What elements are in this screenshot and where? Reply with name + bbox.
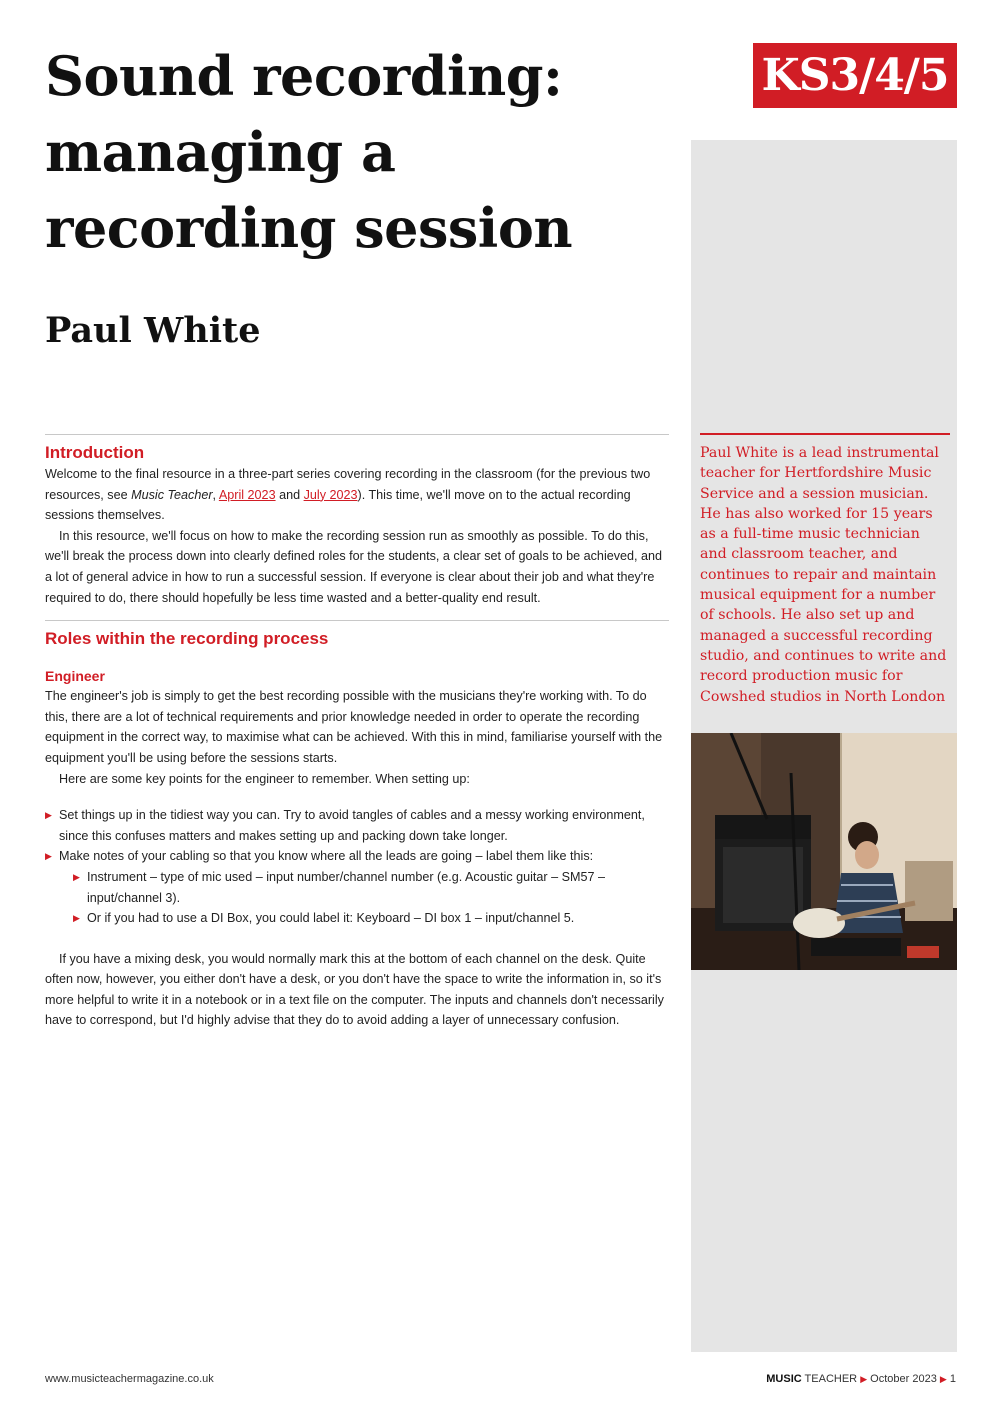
roles-section: [45, 620, 669, 1031]
footer-info: [766, 1373, 956, 1385]
author-bio: Paul White is a lead instrumental teacher for Hertfordshire Music Service and a session musician. He has also worked for 15 years as a full-time music technician and classroom teacher, and continues to repair and maintain musical equipment for a number of schools. He also set up and managed a successful recording studio, and continues to write and record production music for Cowshed studios in North London: [700, 433, 950, 707]
title-line: managing a: [45, 120, 396, 184]
roles-heading: Roles within the recording process: [45, 629, 329, 649]
issue-date: October 2023: [870, 1373, 937, 1385]
title-line: Sound recording:: [45, 44, 563, 108]
page-title: [45, 38, 665, 266]
author-name: Paul White: [45, 310, 261, 351]
title-line: recording session: [45, 196, 573, 260]
text-run: Welcome to the final resource in a three-part series covering recording in the classroom (for the previous two resources, see: [45, 467, 651, 502]
engineer-bullet-list: [45, 805, 669, 929]
list-item: ▶ Or if you had to use a DI Box, you could label it: Keyboard – DI box 1 – input/channel 5.: [73, 908, 669, 929]
july-2023-link[interactable]: July 2023: [303, 487, 358, 502]
list-item: [45, 846, 669, 928]
engineer-paragraph-2: Here are some key points for the engineer to remember. When setting up:: [59, 771, 470, 786]
list-item: ▶ Set things up in the tidiest way you can. Try to avoid tangles of cables and a messy working environment, since this confuses matters and makes setting up and packing down take longer.: [45, 805, 669, 846]
nested-bullet-list: [59, 867, 669, 929]
text-run: Make notes of your cabling so that you know where all the leads are going – label them like this:: [59, 849, 594, 864]
key-stage-badge: KS3/4/5: [753, 43, 957, 108]
intro-paragraph-1: [45, 464, 669, 526]
engineer-heading: Engineer: [45, 668, 105, 685]
intro-paragraph-2: In this resource, we'll focus on how to make the recording session run as smoothly as possible. To do this, we'll break the process down into clearly defined roles for the students, a clear set of goals to be achieved, and a lot of general advice in how to run a successful session. If everyone is clear about their job and what they're required to do, there should hopefully be less time wasted and a better-quality end result.: [45, 528, 663, 605]
magazine-name-bold: MUSIC: [766, 1373, 802, 1385]
list-item: ▶ Instrument – type of mic used – input number/channel number (e.g. Acoustic guitar – SM57 – input/channel 3).: [73, 867, 669, 908]
musician-recording-illustration: [691, 733, 957, 970]
article-body: [45, 434, 669, 1031]
text-run: ). This time, we'll move on to the actual recording sessions themselves.: [45, 487, 631, 523]
introduction-heading: Introduction: [45, 443, 145, 462]
page-number: 1: [949, 1373, 956, 1385]
studio-photo: [691, 733, 957, 970]
text-run: ,: [212, 487, 219, 502]
arrow-right-icon: ▶: [860, 1374, 868, 1384]
engineer-paragraph-1: The engineer's job is simply to get the best recording possible with the musicians they're working with. To do this, there are a lot of technical requirements and prior knowledge needed in order to operate the recording equipment in the correct way, to maximise what can be achieved. With this in mind, familiarise yourself with the equipment you'll be using before the sessions starts.: [45, 689, 663, 765]
footer-url[interactable]: www.musicteachermagazine.co.uk: [45, 1373, 214, 1385]
introduction-section: [45, 434, 669, 608]
text-run: and: [275, 487, 304, 502]
arrow-right-icon: ▶: [939, 1374, 947, 1384]
magazine-name: TEACHER: [801, 1373, 858, 1385]
april-2023-link[interactable]: April 2023: [218, 487, 276, 502]
magazine-title: Music Teacher: [131, 487, 213, 502]
engineer-paragraph-3: If you have a mixing desk, you would normally mark this at the bottom of each channel on the desk. Quite often now, however, you either don't have a desk, or you don't have the space to write the information in, so it's more helpful to write it in a notebook or in a text file on the computer. The inputs and channels don't necessarily have to correspond, but I'd highly advise that they do to avoid adding a layer of unnecessary confusion.: [45, 951, 664, 1028]
